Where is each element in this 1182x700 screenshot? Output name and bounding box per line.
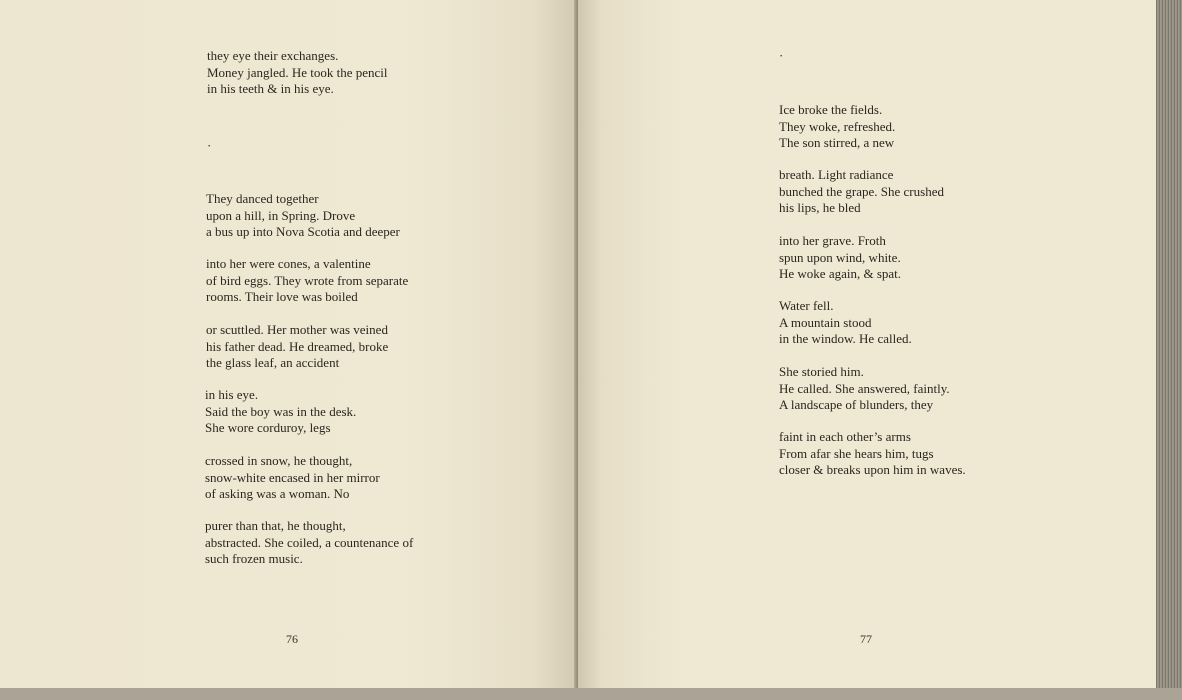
left-section-mark: ·	[207, 138, 212, 153]
poem-line: a bus up into Nova Scotia and deeper	[206, 224, 400, 239]
poem-line: A landscape of blunders, they	[779, 397, 934, 412]
left-stanza-4	[206, 322, 388, 372]
poem-line: Ice broke the fields.	[779, 102, 883, 117]
left-stanza-6	[205, 453, 380, 503]
poem-line: into her grave. Froth	[779, 233, 886, 248]
poem-line: of bird eggs. They wrote from separate	[206, 272, 409, 288]
poem-line: The son stirred, a new	[779, 135, 895, 150]
poem-line: rooms. Their love was boiled	[206, 289, 358, 304]
poem-line: A mountain stood	[779, 314, 872, 330]
left-stanza-3	[206, 256, 408, 306]
poem-line: Said the boy was in the desk.	[205, 403, 357, 419]
poem-line: purer than that, he thought,	[205, 518, 346, 533]
left-stanza-2	[206, 191, 400, 241]
poem-line: they eye their exchanges.	[207, 48, 339, 63]
poem-line: faint in each other’s arms	[779, 429, 911, 444]
right-section-mark: ·	[779, 48, 784, 63]
poem-line: such frozen music.	[205, 551, 303, 566]
poem-line: spun upon wind, white.	[779, 249, 901, 265]
right-stanza-6	[779, 429, 966, 479]
poem-line: or scuttled. Her mother was veined	[206, 322, 388, 337]
poem-line: abstracted. She coiled, a countenance of	[205, 534, 414, 550]
poem-line: his father dead. He dreamed, broke	[206, 338, 389, 354]
poem-line: the glass leaf, an accident	[206, 355, 340, 370]
right-stanza-4	[779, 298, 912, 348]
right-stanza-5	[779, 364, 950, 414]
poem-line: She storied him.	[779, 364, 864, 379]
left-stanza-7	[205, 518, 413, 568]
bottom-cover-edge	[0, 688, 1182, 700]
poem-line: He called. She answered, faintly.	[779, 380, 950, 396]
page-number-left: 76	[286, 632, 298, 646]
poem-line: She wore corduroy, legs	[205, 420, 331, 435]
left-stanza-1	[207, 48, 388, 98]
poem-line: upon a hill, in Spring. Drove	[206, 207, 356, 223]
poem-line: into her were cones, a valentine	[206, 256, 371, 271]
poem-line: in his teeth & in his eye.	[207, 81, 334, 96]
poem-line: of asking was a woman. No	[205, 486, 350, 501]
left-page	[0, 0, 578, 690]
poem-line: They danced together	[206, 191, 319, 206]
page-edges	[1156, 0, 1182, 690]
right-stanza-2	[779, 167, 944, 217]
poem-line: snow-white encased in her mirror	[205, 469, 380, 485]
poem-line: He woke again, & spat.	[779, 266, 902, 281]
left-stanza-5	[205, 387, 356, 437]
poem-line: Water fell.	[779, 298, 834, 313]
poem-line: closer & breaks upon him in waves.	[779, 462, 966, 477]
poem-line: breath. Light radiance	[779, 167, 894, 182]
poem-line: in the window. He called.	[779, 331, 912, 346]
poem-line: in his eye.	[205, 387, 259, 402]
poem-line: From afar she hears him, tugs	[779, 445, 934, 461]
right-stanza-3	[779, 233, 901, 283]
page-number-right: 77	[860, 632, 872, 646]
poem-line: They woke, refreshed.	[779, 118, 896, 134]
right-page	[578, 0, 1156, 690]
poem-line: crossed in snow, he thought,	[205, 453, 353, 468]
right-stanza-1	[779, 102, 895, 152]
poem-line: Money jangled. He took the pencil	[207, 64, 388, 80]
poem-line: bunched the grape. She crushed	[779, 183, 944, 199]
poem-line: his lips, he bled	[779, 200, 861, 215]
